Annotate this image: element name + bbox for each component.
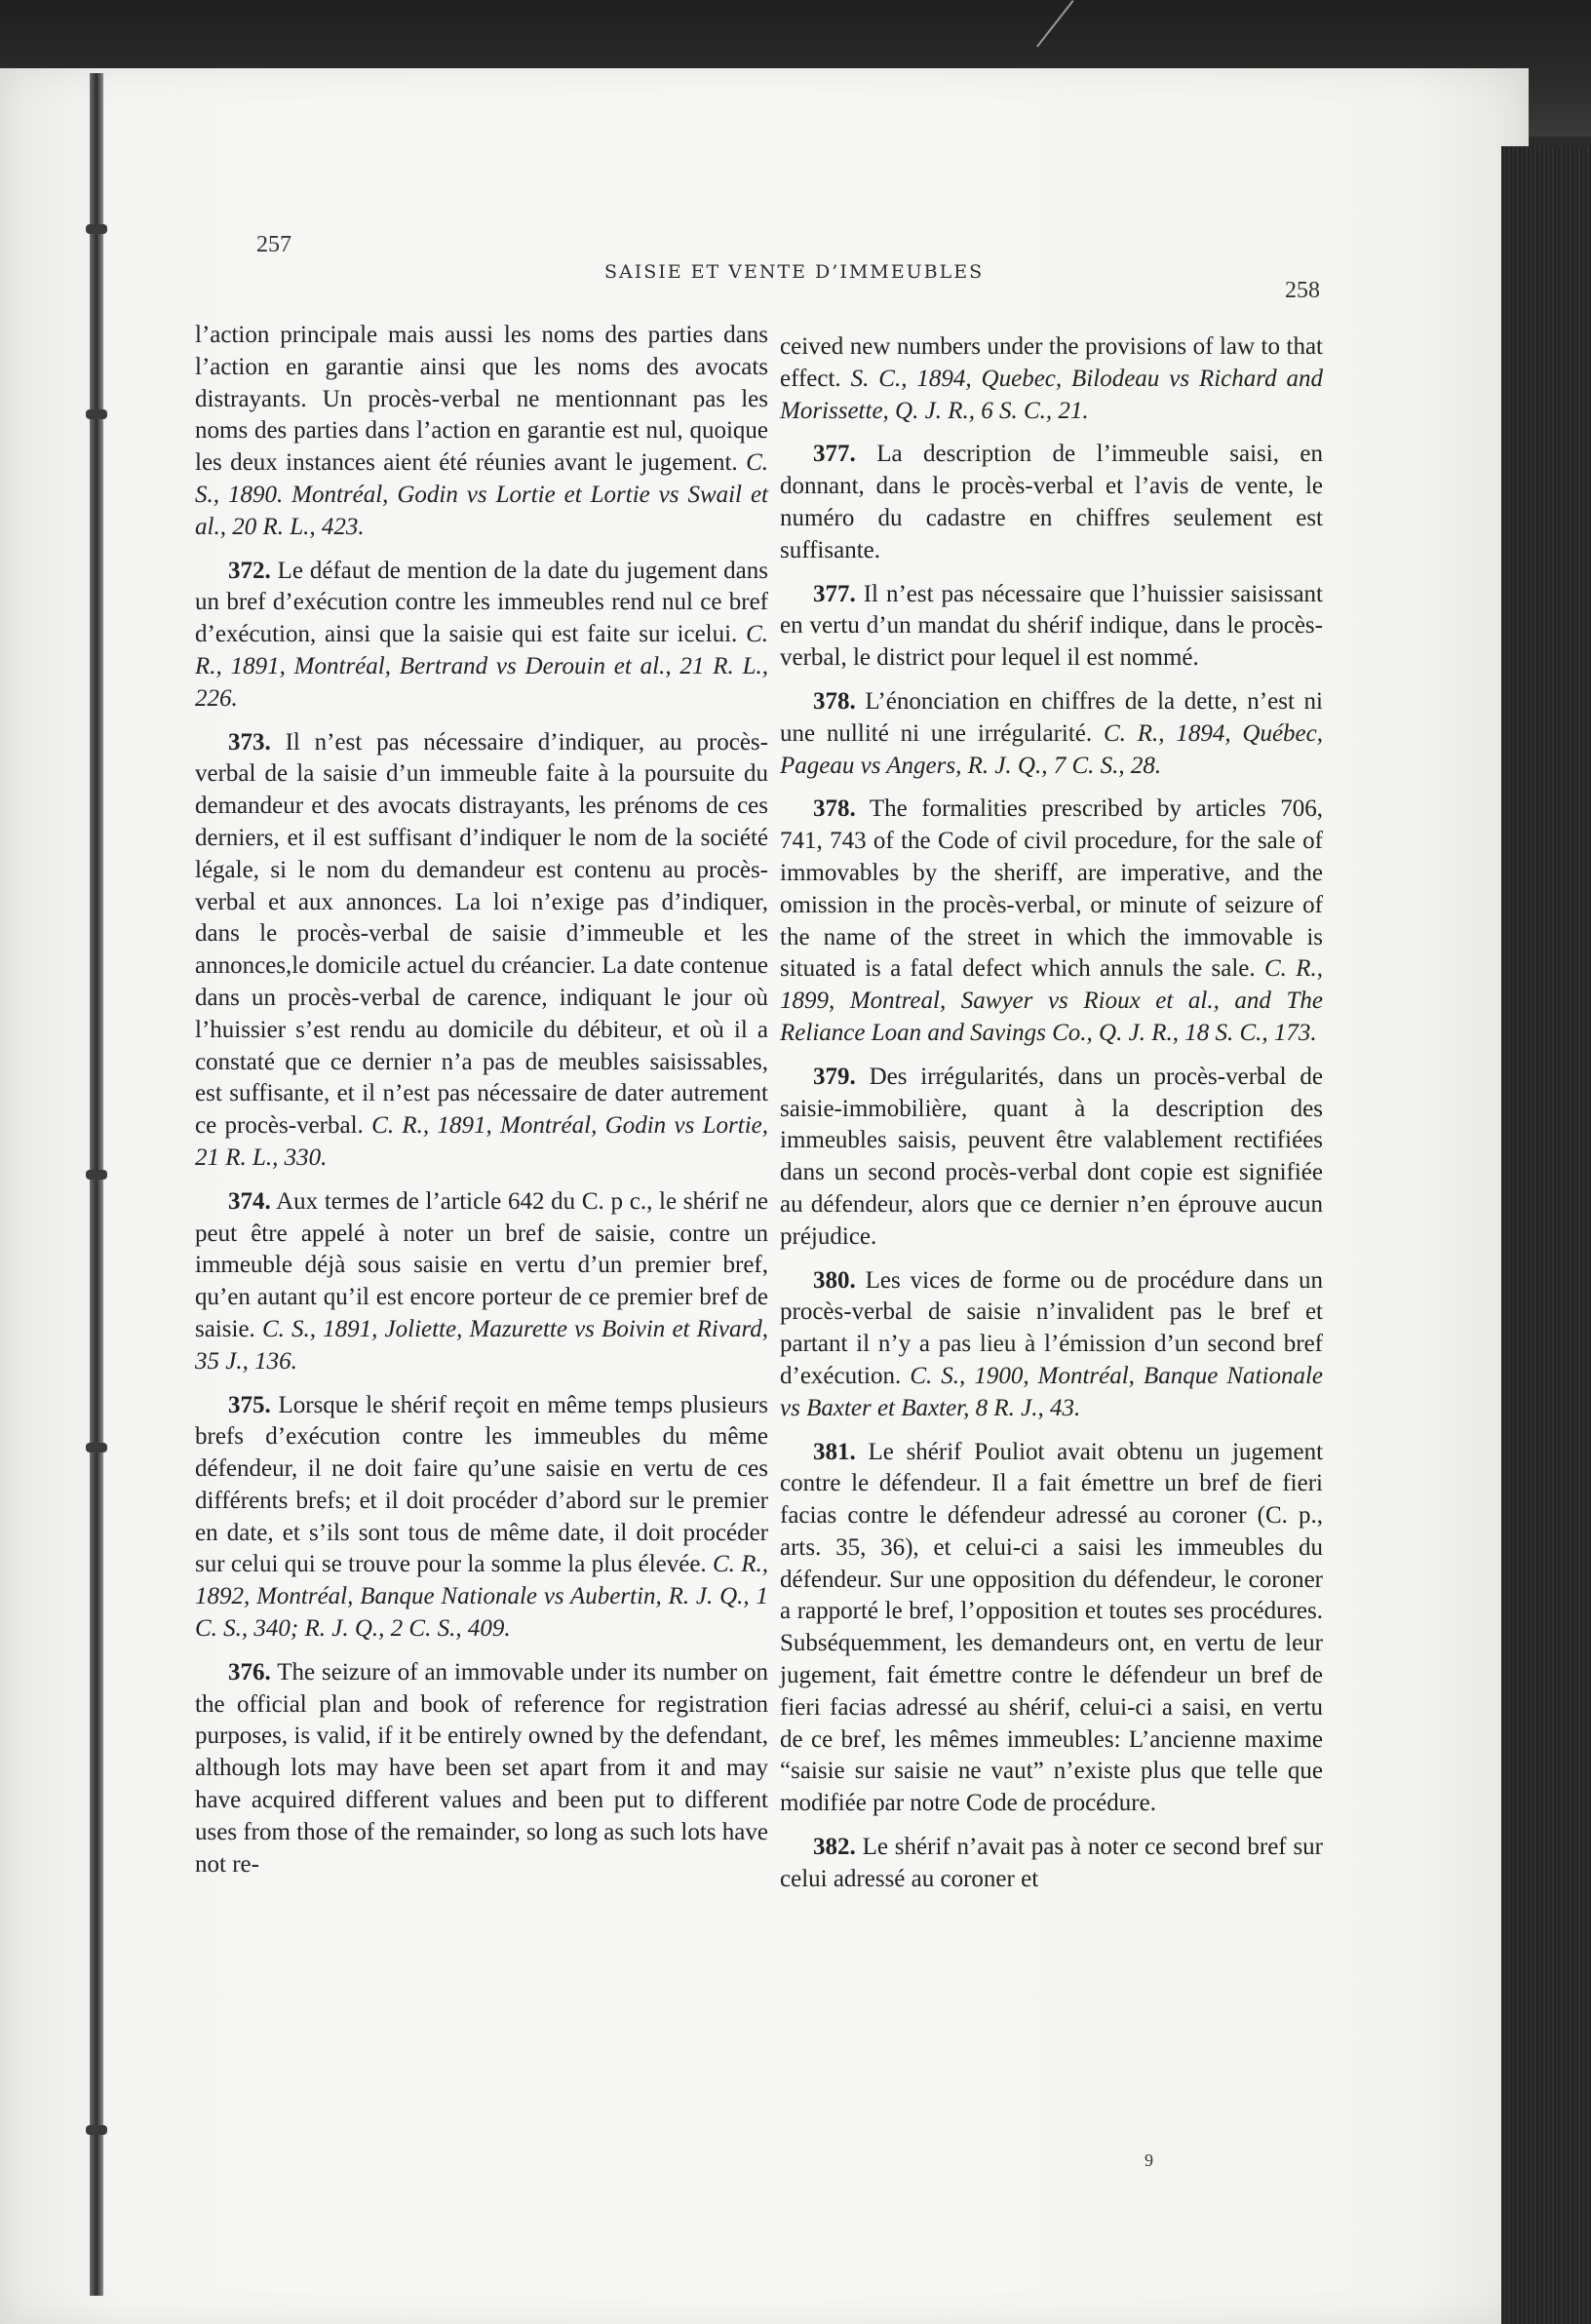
paragraph-text: The formalities prescribed by articles 706, 741, 743 of the Code of civil procedure, for the sale of immovables by the sheriff, are imperative, and the omission in the procès-verbal, or minute of seizure of the name of the street in which the immovable is situated is a fatal defect which annuls the sale. — [780, 795, 1323, 983]
paragraph-text: The seizure of an immovable under its number on the official plan and book of reference for registration purposes, is valid, if it be entirely owned by the defendant, although lots may have been set apart from it and may have acquired different values and been put to different uses from those of the remainder, so long as such lots have not re- — [195, 1658, 768, 1878]
case-citation: C. S., 1900, Montréal, Banque Nationale vs Baxter et Baxter, 8 R. J., 43. — [780, 1362, 1323, 1421]
page-number-left: 257 — [256, 232, 291, 257]
paragraph — [195, 1390, 768, 1646]
article-number: 378. — [813, 687, 856, 715]
article-number: 382. — [813, 1834, 856, 1861]
paragraph-text: Le shérif n’avait pas à noter ce second bref sur celui adressé au coroner et — [780, 1834, 1324, 1892]
article-number: 378. — [813, 795, 856, 823]
paragraph — [780, 1832, 1323, 1896]
article-number: 375. — [228, 1391, 271, 1418]
article-number: 372. — [228, 557, 271, 584]
running-header: SAISIE ET VENTE D’IMMEUBLES — [604, 261, 985, 283]
article-number: 377. — [813, 441, 856, 468]
case-citation: C. S., 1890. Montréal, Godin vs Lortie et Lortie vs Swail et al., 20 R. L., 423. — [195, 449, 769, 540]
case-citation: C. R., 1891, Montréal, Bertrand vs Derouin et al., 21 R. L., 226. — [195, 621, 768, 712]
paragraph-text: Lorsque le shérif reçoit en même temps plusieurs brefs d’exécution contre les immeubles du même défendeur, il ne doit faire qu’une saisie en vertu de ces différents brefs; et il doit procéder d’abord sur le premier en date, et s’ils sont tous de même date, il doit procéder sur celui qui se trouve pour la somme la plus élevée. — [195, 1391, 769, 1578]
paragraph — [780, 1062, 1323, 1254]
article-number: 376. — [228, 1658, 271, 1685]
binding-stitch — [86, 2125, 107, 2135]
binding-stitch — [86, 1170, 107, 1180]
paragraph-text: Les vices de forme ou de procédure dans un procès-verbal de saisie n’invalident pas le bref et partant il n’y a pas lieu à l’émission d’un second bref d’exécution. — [780, 1266, 1323, 1389]
paragraph-text: l’action principale mais aussi les noms des parties dans l’action en garantie ainsi que les noms des avocats distrayants. Un procès-verbal ne mentionnant pas les noms des parties dans l’action en garantie est nul, quoique les deux instances aient été réunies avant le jugement. — [195, 322, 768, 477]
binding-stitch — [86, 409, 107, 419]
case-citation: C. R., 1891, Montréal, Godin vs Lortie, 21 R. L., 330. — [195, 1112, 769, 1171]
case-citation: S. C., 1894, Quebec, Bilodeau vs Richard and Morissette, Q. J. R., 6 S. C., 21. — [780, 365, 1324, 424]
paragraph-continued — [195, 320, 768, 544]
paragraph-text: Le défaut de mention de la date du jugement dans un bref d’exécution contre les immeubles rend nul ce bref d’exécution, ainsi que la saisie qui est faite sur icelui. — [195, 557, 768, 648]
paragraph — [780, 439, 1323, 566]
paragraph — [780, 579, 1323, 675]
left-column — [195, 320, 768, 1892]
paragraph-text: ceived new numbers under the provisions of law to that effect. — [780, 333, 1323, 392]
right-column — [780, 331, 1323, 1908]
page-number-right: 258 — [1285, 278, 1320, 303]
article-number: 379. — [813, 1063, 856, 1090]
case-citation: C. R., 1894, Québec, Pageau vs Angers, R. J. Q., 7 C. S., 28. — [780, 719, 1323, 779]
case-citation: C. R., 1892, Montréal, Banque Nationale vs Aubertin, R. J. Q., 1 C. S., 340; R. J. Q., 2 C. S., 409. — [195, 1551, 768, 1643]
paragraph — [195, 556, 768, 716]
paragraph — [780, 686, 1323, 782]
paragraph-text: Aux termes de l’article 642 du C. p c., le shérif ne peut être appelé à noter un bref de saisie, contre un immeuble déjà sous saisie en vertu d’un premier bref, qu’en autant qu’il est encore porteur de ce premier bref de saisie. — [195, 1187, 769, 1342]
paragraph-continued — [780, 331, 1323, 427]
binding-stitch — [86, 1443, 107, 1452]
paragraph — [195, 1186, 768, 1378]
paragraph-text: La description de l’immeuble saisi, en donnant, dans le procès-verbal et l’avis de vente, le numéro du cadastre en chiffres seulement est suffisante. — [780, 441, 1324, 563]
article-number: 377. — [813, 580, 856, 607]
paragraph — [195, 727, 768, 1175]
book-spine — [90, 73, 103, 2296]
article-number: 374. — [228, 1187, 271, 1215]
case-citation: C. R., 1899, Montreal, Sawyer vs Rioux et al., and The Reliance Loan and Savings Co., Q. J. R., 18 S. C., 173. — [780, 955, 1323, 1046]
paragraph — [780, 1437, 1323, 1821]
paragraph-text: Le shérif Pouliot avait obtenu un jugement contre le défendeur. Il a fait émettre un bref de fieri facias contre le défendeur adressé au coroner (C. p., arts. 35, 36), et celui-ci a saisi les immeubles du défendeur. Sur une opposition du défendeur, le coroner a rapporté le bref, l’opposition et toutes ses procédures. Subséquemment, les demandeurs ont, en vertu de leur jugement, fait émettre contre le défendeur un bref de fieri facias adressé au shérif, celui-ci a saisi, en vertu de ce bref, les mêmes immeubles: L’ancienne maxime “saisie sur saisie ne vaut” n’existe plus que telle que modifiée par notre Code de procédure. — [780, 1438, 1324, 1817]
article-number: 373. — [228, 728, 271, 755]
book-edge — [1501, 146, 1591, 2324]
signature-mark: 9 — [1145, 2150, 1153, 2170]
paragraph — [780, 794, 1323, 1049]
paragraph-text: L’énonciation en chiffres de la dette, n’est ni une nullité ni une irrégularité. — [780, 687, 1323, 747]
case-citation: C. S., 1891, Joliette, Mazurette vs Boivin et Rivard, 35 J., 136. — [195, 1315, 768, 1375]
paragraph — [195, 1657, 768, 1881]
article-number: 380. — [813, 1266, 856, 1294]
article-number: 381. — [813, 1438, 856, 1465]
binding-stitch — [86, 224, 107, 234]
paragraph — [780, 1265, 1323, 1425]
paragraph-text: Des irrégularités, dans un procès-verbal de saisie-immobilière, quant à la description des immeubles saisis, peuvent être valablement rectifiées dans un second procès-verbal dont copie est signifiée au défendeur, alors que ce dernier n’en éprouve aucun préjudice. — [780, 1063, 1323, 1250]
paragraph-text: Il n’est pas nécessaire que l’huissier saisissant en vertu d’un mandat du shérif indique, dans le procès-verbal, le district pour lequel il est nommé. — [780, 580, 1323, 672]
paragraph-text: Il n’est pas nécessaire d’indiquer, au procès-verbal de la saisie d’un immeuble faite à la poursuite du demandeur et des avocats distrayants, les prénoms de ces derniers, et il est suffisant d’indiquer le nom de la société légale, si le nom du demandeur est contenu au procès-verbal et aux annonces. La loi n’exige pas d’indiquer, dans le procès-verbal de saisie d’immeuble et les annonces,le domicile actuel du créancier. La date contenue dans un procès-verbal de carence, indiquant le jour où l’huissier s’est rendu au domicile du débiteur, et où il a constaté que ce dernier n’a pas de meubles saisissables, est suffisante, et il n’est pas nécessaire de dater autrement ce procès-verbal. — [195, 728, 768, 1140]
